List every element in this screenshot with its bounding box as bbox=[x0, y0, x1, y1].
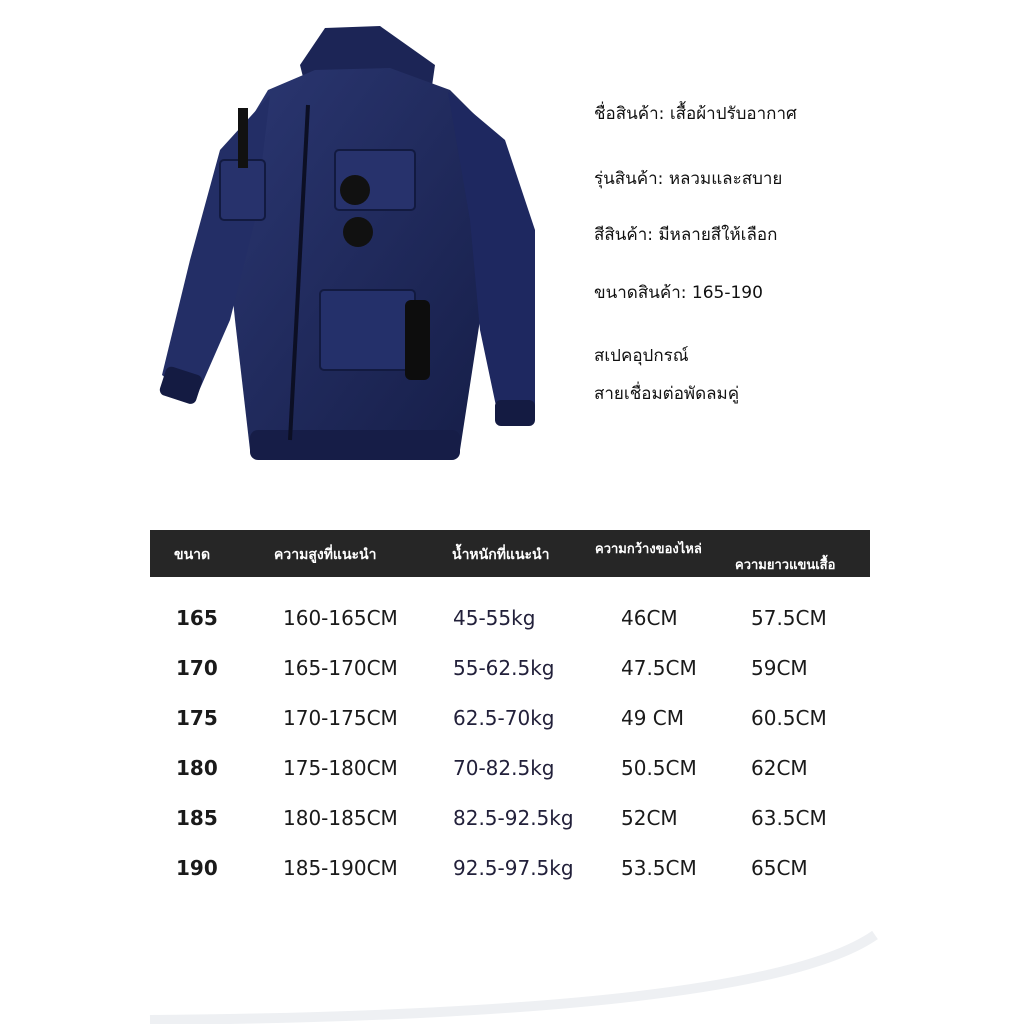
cell-size: 175 bbox=[176, 706, 218, 730]
header-shoulder: ความกว้างของไหล่ bbox=[595, 542, 702, 557]
cell-size: 165 bbox=[176, 606, 218, 630]
cell-shoulder: 47.5CM bbox=[621, 656, 697, 680]
cell-weight: 92.5-97.5kg bbox=[453, 856, 574, 880]
cell-sleeve: 60.5CM bbox=[751, 706, 827, 730]
cell-size: 170 bbox=[176, 656, 218, 680]
cell-height: 180-185CM bbox=[283, 806, 398, 830]
table-row bbox=[0, 806, 1024, 856]
cell-height: 175-180CM bbox=[283, 756, 398, 780]
cell-size: 180 bbox=[176, 756, 218, 780]
cell-shoulder: 46CM bbox=[621, 606, 678, 630]
cell-weight: 55-62.5kg bbox=[453, 656, 555, 680]
cell-sleeve: 57.5CM bbox=[751, 606, 827, 630]
cell-sleeve: 65CM bbox=[751, 856, 808, 880]
header-height: ความสูงที่แนะนำ bbox=[274, 547, 377, 563]
table-row bbox=[0, 606, 1024, 656]
cell-weight: 70-82.5kg bbox=[453, 756, 555, 780]
product-size-line bbox=[594, 279, 763, 306]
cell-size: 190 bbox=[176, 856, 218, 880]
product-name-label: ชื่อสินค้า : bbox=[594, 104, 670, 124]
product-model-label: รุ่นสินค้า : bbox=[594, 169, 669, 189]
cell-weight: 45-55kg bbox=[453, 606, 536, 630]
cell-sleeve: 59CM bbox=[751, 656, 808, 680]
cell-height: 170-175CM bbox=[283, 706, 398, 730]
product-name-line bbox=[594, 100, 797, 127]
product-size-value: 165-190 bbox=[691, 283, 763, 303]
table-row bbox=[0, 656, 1024, 706]
table-row bbox=[0, 856, 1024, 906]
cell-height: 160-165CM bbox=[283, 606, 398, 630]
product-name-value: เสื้อผ้าปรับอากาศ bbox=[669, 104, 797, 124]
cell-weight: 62.5-70kg bbox=[453, 706, 555, 730]
cell-shoulder: 50.5CM bbox=[621, 756, 697, 780]
equipment-value: สายเชื่อมต่อพัดลมคู่ bbox=[594, 384, 740, 404]
table-row bbox=[0, 706, 1024, 756]
cell-size: 185 bbox=[176, 806, 218, 830]
header-weight: น้ำหนักที่แนะนำ bbox=[452, 547, 550, 563]
table-row bbox=[0, 756, 1024, 806]
cell-height: 185-190CM bbox=[283, 856, 398, 880]
product-color-line bbox=[594, 221, 777, 248]
cell-weight: 82.5-92.5kg bbox=[453, 806, 574, 830]
header-sleeve: ความยาวแขนเสื้อ bbox=[735, 558, 836, 573]
product-color-value: มีหลายสีให้เลือก bbox=[658, 225, 778, 245]
product-jacket-image bbox=[150, 20, 550, 470]
product-color-label: สีสินค้า : bbox=[594, 225, 658, 245]
header-size: ขนาด bbox=[174, 547, 211, 563]
equipment-title: สเปคอุปกรณ์ bbox=[594, 346, 689, 366]
product-model-line bbox=[594, 165, 782, 192]
cell-sleeve: 63.5CM bbox=[751, 806, 827, 830]
cell-shoulder: 53.5CM bbox=[621, 856, 697, 880]
cell-shoulder: 49 CM bbox=[621, 706, 685, 730]
product-size-label: ขนาดสินค้า : bbox=[594, 283, 692, 303]
cell-sleeve: 62CM bbox=[751, 756, 808, 780]
cell-shoulder: 52CM bbox=[621, 806, 678, 830]
cell-height: 165-170CM bbox=[283, 656, 398, 680]
product-model-value: หลวมและสบาย bbox=[668, 169, 783, 189]
size-table-header bbox=[150, 530, 870, 577]
